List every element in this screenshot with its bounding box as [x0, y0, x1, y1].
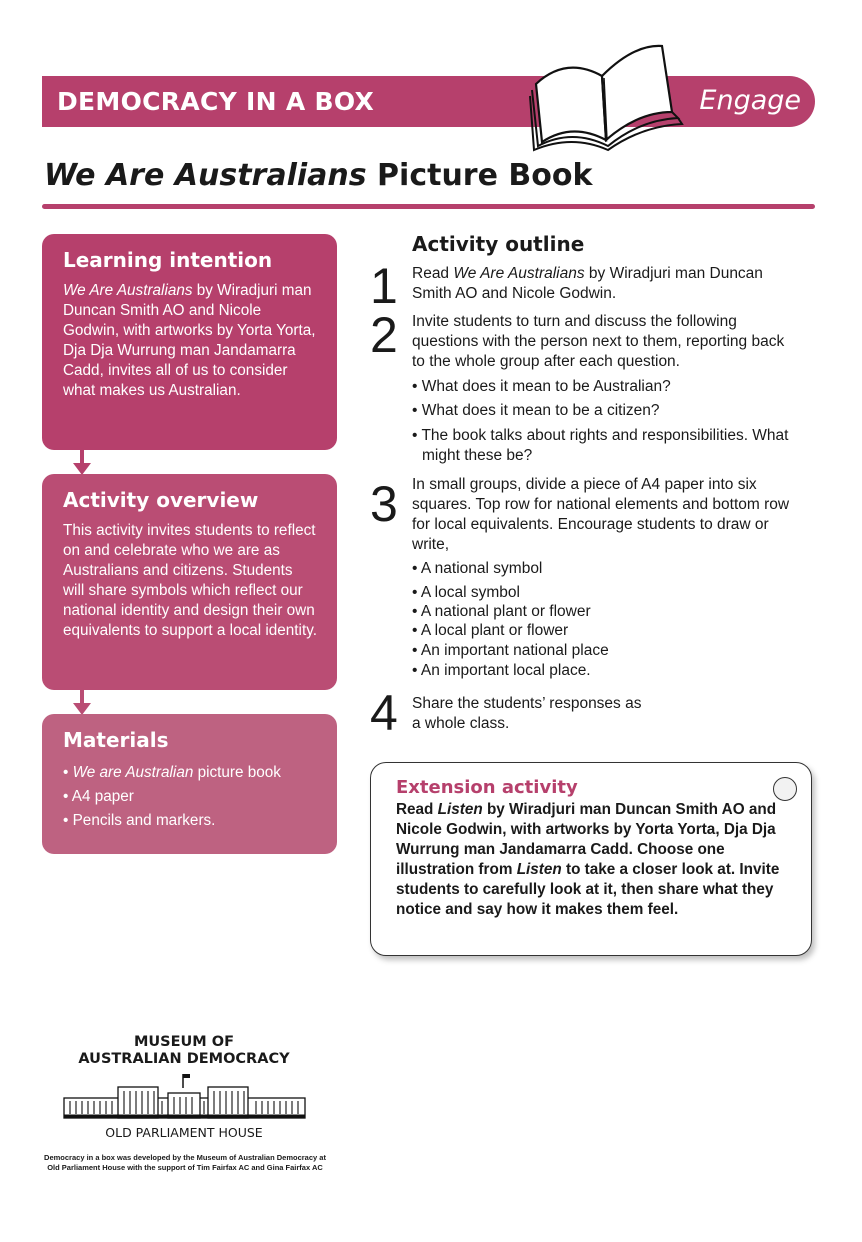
extension-activity-card	[370, 762, 812, 956]
materials-item	[63, 761, 317, 785]
extension-text	[396, 800, 791, 920]
step-2-text: Invite students to turn and discuss the following questions with the person next to them, reporting back to the whole group after each question.	[412, 313, 785, 370]
step-number: 4	[370, 685, 398, 741]
logo-line-3: OLD PARLIAMENT HOUSE	[105, 1125, 263, 1140]
step-4-text: Share the students’ responses as a whole class.	[412, 695, 642, 732]
step-1-post: by Wiradjuri man Duncan Smith AO and Nicole Godwin.	[412, 265, 763, 302]
page-title-rest: Picture Book	[366, 158, 593, 193]
flow-arrow-icon	[72, 450, 92, 476]
activity-overview-heading: Activity overview	[63, 488, 259, 512]
learning-intention-heading: Learning intention	[63, 248, 273, 272]
tag-hole-icon	[773, 777, 797, 801]
logo-line-1: MUSEUM OF	[133, 1034, 235, 1050]
draw-item: • A local symbol	[412, 583, 802, 603]
logo-line-2: AUSTRALIAN DEMOCRACY	[78, 1051, 290, 1067]
step-3-text: In small groups, divide a piece of A4 paper into six squares. Top row for national elements and bottom row for local equivalents. Encourage students to draw or write,	[412, 476, 790, 553]
draw-item: • A national symbol	[412, 559, 802, 579]
step-number: 1	[370, 258, 398, 314]
question-item: • What does it mean to be a citizen?	[412, 401, 802, 421]
step-1-text	[412, 264, 797, 304]
banner-title: DEMOCRACY IN A BOX	[57, 87, 375, 116]
extension-book: Listen	[437, 801, 483, 818]
activity-outline-heading: Activity outline	[412, 232, 585, 256]
step-number: 3	[370, 476, 398, 532]
open-book-icon	[522, 40, 686, 152]
materials-card	[42, 714, 337, 854]
draw-item: • An important local place.	[412, 661, 802, 681]
extension-book: Listen	[516, 861, 562, 878]
credit-line: Old Parliament House with the support of Tim Fairfax AC and Gina Fairfax AC	[47, 1163, 323, 1172]
extension-t2: by Wiradjuri man Duncan Smith AO and Nicole Godwin, with artworks by Yorta Yorta, Dja Dja Wurrung man Jandamarra Cadd. Choose one illustration from	[396, 801, 777, 878]
learning-intention-book: We Are Australians	[63, 282, 193, 299]
activity-overview-card	[42, 474, 337, 690]
credit-line: Democracy in a box was developed by the Museum of Australian Democracy at	[44, 1153, 326, 1162]
extension-t3: to take a closer look at. Invite students to carefully look at it, then share what they notice and say how it makes them feel.	[396, 861, 780, 918]
page-title-book: We Are Australians	[44, 158, 367, 193]
page-title	[44, 158, 592, 193]
step-1-pre: Read	[412, 265, 454, 282]
materials-list	[63, 761, 317, 833]
learning-intention-text	[63, 281, 317, 401]
learning-intention-body: by Wiradjuri man Duncan Smith AO and Nicole Godwin, with artworks by Yorta Yorta, Dja Dja Wurrung man Jandamarra Cadd, invites all of us to consider what makes us Australian.	[63, 282, 316, 399]
question-item: • The book talks about rights and responsibilities. What might these be?	[412, 426, 802, 466]
draw-item: • A local plant or flower	[412, 621, 802, 641]
materials-heading: Materials	[63, 728, 169, 752]
materials-item: • A4 paper	[63, 785, 317, 809]
step-number: 2	[370, 307, 398, 363]
draw-item: • An important national place	[412, 641, 802, 661]
extension-heading: Extension activity	[396, 777, 578, 798]
flow-arrow-icon	[72, 690, 92, 716]
museum-logo	[62, 1030, 307, 1145]
extension-t1: Read	[396, 801, 438, 818]
activity-overview-text: This activity invites students to reflect on and celebrate who we are as Australians and citizens. Students will share symbols which reflect our national identity and design their own equivalents to support a local identity.	[63, 522, 317, 639]
credit-text	[30, 1153, 340, 1173]
materials-item: • Pencils and markers.	[63, 809, 317, 833]
banner-tag: Engage	[699, 85, 801, 116]
title-divider	[42, 204, 815, 209]
draw-item: • A national plant or flower	[412, 602, 802, 622]
question-item: • What does it mean to be Australian?	[412, 377, 802, 397]
learning-intention-card	[42, 234, 337, 450]
header-banner	[42, 76, 815, 127]
step-1-book: We Are Australians	[453, 265, 585, 282]
materials-item-book: We are Australian	[72, 764, 194, 781]
materials-item-rest: picture book	[193, 764, 281, 781]
